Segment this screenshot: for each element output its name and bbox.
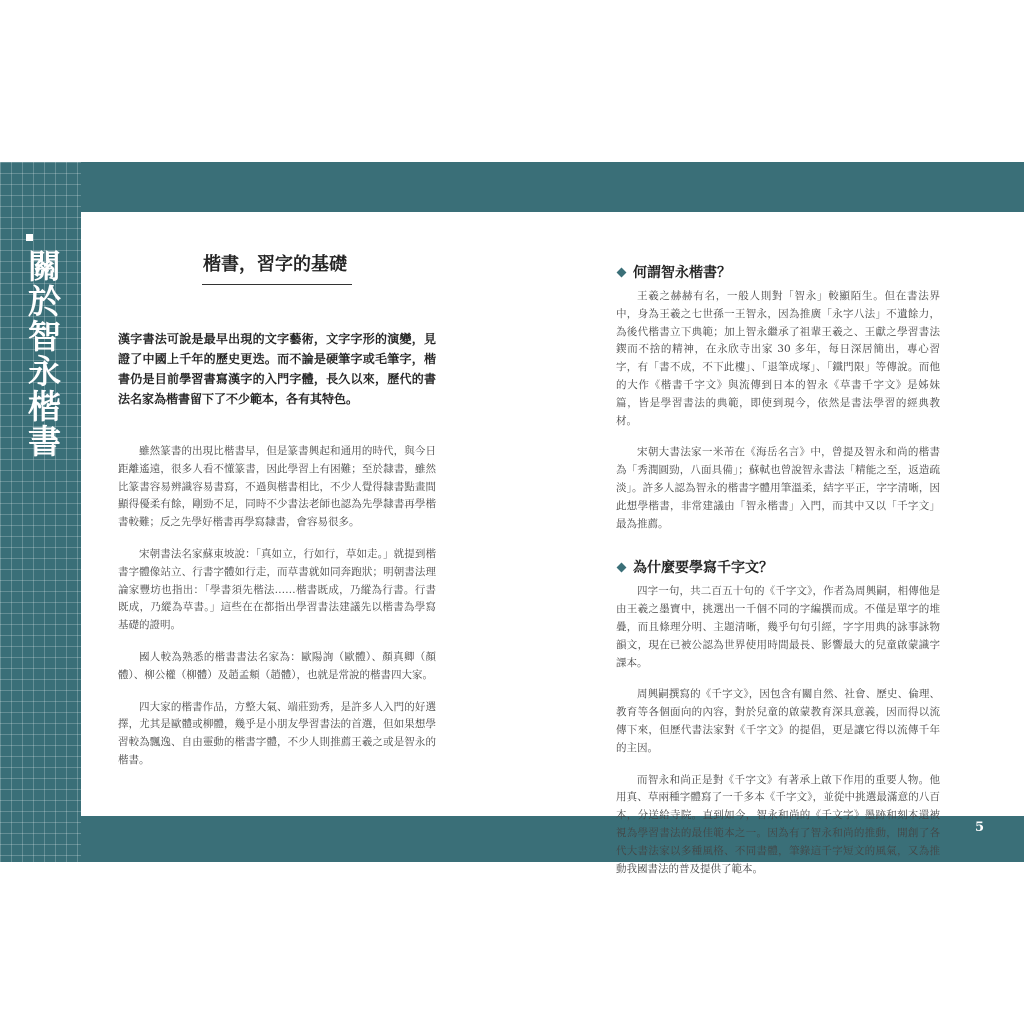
sidebar-title bbox=[22, 232, 62, 459]
intro-paragraph: 漢字書法可說是最早出現的文字藝術，文字字形的演變，見證了中國上千年的歷史更迭。而不論是硬筆字或毛筆字，楷書仍是目前學習書寫漢字的入門字體，長久以來，歷代的書法名家為楷書留下了不少範本，各有其特色。 bbox=[118, 332, 436, 406]
title-underline bbox=[202, 284, 352, 285]
diamond-bullet-icon bbox=[617, 267, 627, 277]
paragraph: 宋朝大書法家一米芾在《海岳名言》中，曾提及智永和尚的楷書為「秀潤圓勁，八面具備」；蘇軾也曾說智永書法「精能之至，返造疏淡」。許多人認為智永的楷書字體用筆溫柔，結字平正，字字清晰，因此想學楷書，非常建議由「智永楷書」入門，而其中又以「千字文」最為推薦。 bbox=[616, 446, 940, 530]
left-column bbox=[118, 250, 436, 784]
section-heading-text: 為什麼要學寫千字文？ bbox=[633, 560, 773, 577]
sidebar-title-text: 關於智永楷書 bbox=[23, 249, 62, 459]
paragraph: 四大家的楷書作品，方整大氣、端莊勁秀，是許多人入門的好選擇，尤其是歐體或柳體，幾乎是小朋友學習書法的首選，但如果想學習較為飄逸、自由靈動的楷書字體，不少人則推薦王羲之或是智永的楷書。 bbox=[118, 700, 436, 766]
bullet-dot-icon bbox=[26, 234, 33, 241]
paragraph: 國人較為熟悉的楷書書法名家為：歐陽詢（歐體）、顏真卿（顏體）、柳公權（柳體）及趙孟頫（趙體），也就是常說的楷書四大家。 bbox=[118, 650, 436, 681]
section-heading bbox=[612, 262, 940, 282]
section-heading bbox=[612, 557, 940, 577]
paragraph: 而智永和尚正是對《千字文》有著承上啟下作用的重要人物。他用真、草兩種字體寫了一千多本《千字文》，並從中挑選最滿意的八百本，分送給寺院。直到如今，智永和尚的《千文字》墨跡和刻本還被視為學習書法的最佳範本之一。因為有了智永和尚的推動，開創了各代大書法家以多種風格、不同書體，筆錄這千字短文的風氣，又為推動我國書法的普及提供了範本。 bbox=[616, 773, 940, 875]
left-body bbox=[118, 443, 436, 770]
paragraph: 宋朝書法名家蘇東坡說：「真如立，行如行，草如走。」就提到楷書字體像站立、行書字體如行走，而草書就如同奔跑狀；明朝書法理論家豐坊也指出：「學書須先楷法……楷書既成，乃縱為行書。行書既成，乃縱為草書。」這些在在都指出學習書法建議先以楷書為學寫基礎的證明。 bbox=[118, 547, 436, 632]
section-heading-text: 何謂智永楷書？ bbox=[633, 265, 731, 281]
paragraph: 王羲之赫赫有名，一般人則對「智永」較顯陌生。但在書法界中，身為王羲之七世孫一王智永，因為推廣「永字八法」不遺餘力，為後代楷書立下典範；加上智永繼承了祖輩王羲之、王獻之學習書法鍥而不捨的精神，在永欣寺出家 30 多年，每日深居簡出，專心習字，有「書不成，不下此樓」、「退筆成塚」、「鐵門限」等傳說。而他的大作《楷書千字文》與流傳到日本的智永《草書千字文》是姊妹篇，皆是學習書法的典範，即使到現今，依然是書法學習的經典教材。 bbox=[616, 290, 940, 427]
paragraph: 周興嗣撰寫的《千字文》，因包含有關自然、社會、歷史、倫理、教育等各個面向的內容，對於兒童的啟蒙教育深具意義，因而得以流傳下來，但歷代書法家對《千字文》的提倡，更是讓它得以流傳千年的主因。 bbox=[616, 688, 940, 754]
page-title: 楷書，習字的基礎 bbox=[203, 254, 347, 275]
paragraph: 雖然篆書的出現比楷書早，但是篆書興起和通用的時代，與今日距離遙遠，很多人看不懂篆書，因此學習上有困難；至於隸書，雖然比篆書容易辨識容易書寫，不過與楷書相比，不少人覺得隸書點畫間顯得優柔有餘，剛勁不足，同時不少書法老師也認為先學隸書再學楷書較難；反之先學好楷書再學寫隸書，會容易很多。 bbox=[118, 445, 436, 529]
page-number: 5 bbox=[975, 820, 985, 835]
paragraph: 四字一句，共二百五十句的《千字文》，作者為周興嗣，相傳他是由王羲之墨寶中，挑選出一千個不同的字編撰而成。不僅是單字的堆疊，而且條理分明、主題清晰，幾乎句句引經，字字用典的詠事詠物韻文，現在已被公認為世界使用時間最長、影響最大的兒童啟蒙識字課本。 bbox=[616, 585, 940, 669]
diamond-bullet-icon bbox=[617, 562, 627, 572]
right-column bbox=[612, 262, 940, 892]
